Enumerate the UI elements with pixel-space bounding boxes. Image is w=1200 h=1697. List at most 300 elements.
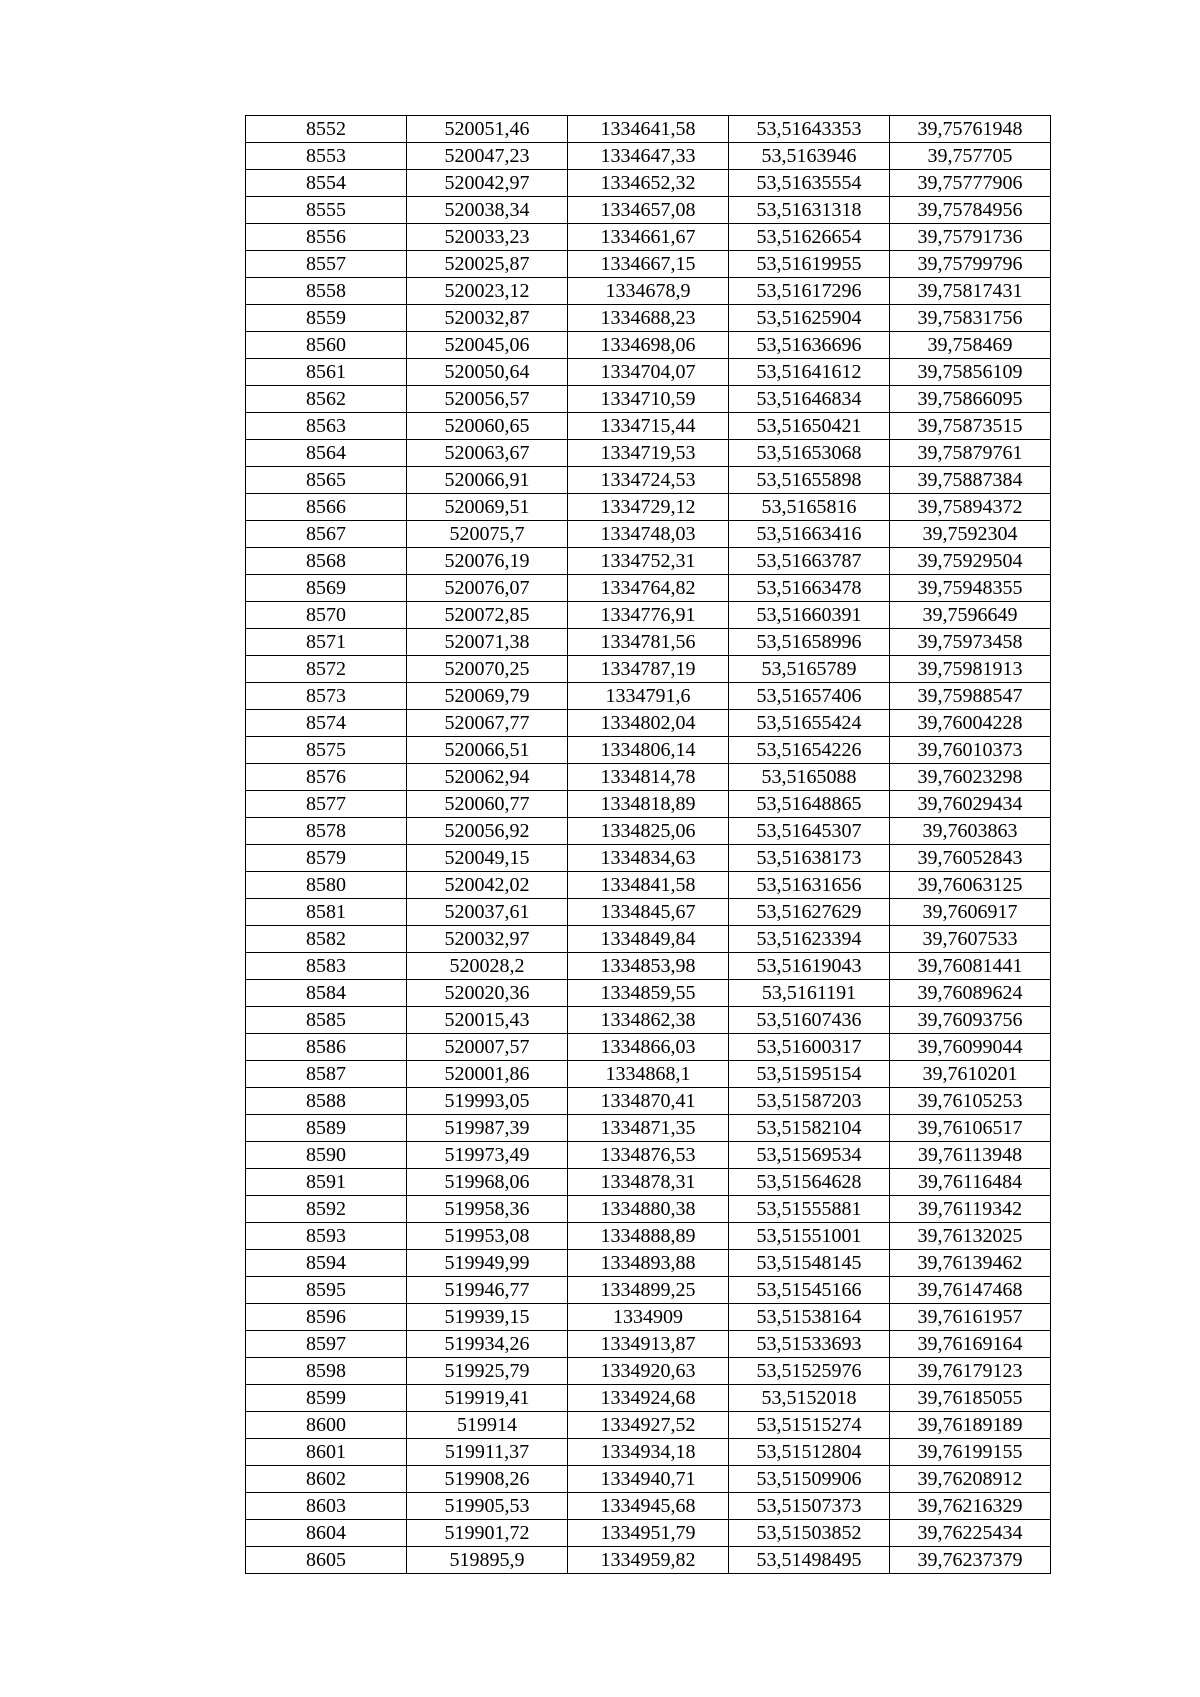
table-row xyxy=(246,224,1051,251)
point-number-cell: 8577 xyxy=(246,791,407,818)
y-coordinate-cell: 1334764,82 xyxy=(568,575,729,602)
x-coordinate-cell: 520020,36 xyxy=(407,980,568,1007)
x-coordinate-cell: 520072,85 xyxy=(407,602,568,629)
table-row xyxy=(246,116,1051,143)
latitude-cell: 53,51627629 xyxy=(729,899,890,926)
longitude-cell: 39,76099044 xyxy=(890,1034,1051,1061)
point-number-cell: 8583 xyxy=(246,953,407,980)
table-row xyxy=(246,1304,1051,1331)
y-coordinate-cell: 1334657,08 xyxy=(568,197,729,224)
y-coordinate-cell: 1334715,44 xyxy=(568,413,729,440)
x-coordinate-cell: 519914 xyxy=(407,1412,568,1439)
y-coordinate-cell: 1334862,38 xyxy=(568,1007,729,1034)
y-coordinate-cell: 1334748,03 xyxy=(568,521,729,548)
point-number-cell: 8589 xyxy=(246,1115,407,1142)
longitude-cell: 39,76208912 xyxy=(890,1466,1051,1493)
y-coordinate-cell: 1334667,15 xyxy=(568,251,729,278)
point-number-cell: 8598 xyxy=(246,1358,407,1385)
latitude-cell: 53,51538164 xyxy=(729,1304,890,1331)
y-coordinate-cell: 1334814,78 xyxy=(568,764,729,791)
x-coordinate-cell: 519895,9 xyxy=(407,1547,568,1574)
x-coordinate-cell: 519905,53 xyxy=(407,1493,568,1520)
point-number-cell: 8580 xyxy=(246,872,407,899)
latitude-cell: 53,51582104 xyxy=(729,1115,890,1142)
longitude-cell: 39,75894372 xyxy=(890,494,1051,521)
longitude-cell: 39,76179123 xyxy=(890,1358,1051,1385)
x-coordinate-cell: 520050,64 xyxy=(407,359,568,386)
y-coordinate-cell: 1334880,38 xyxy=(568,1196,729,1223)
table-row xyxy=(246,1223,1051,1250)
y-coordinate-cell: 1334729,12 xyxy=(568,494,729,521)
y-coordinate-cell: 1334841,58 xyxy=(568,872,729,899)
y-coordinate-cell: 1334825,06 xyxy=(568,818,729,845)
longitude-cell: 39,75866095 xyxy=(890,386,1051,413)
table-row xyxy=(246,980,1051,1007)
point-number-cell: 8581 xyxy=(246,899,407,926)
point-number-cell: 8559 xyxy=(246,305,407,332)
x-coordinate-cell: 520056,92 xyxy=(407,818,568,845)
point-number-cell: 8590 xyxy=(246,1142,407,1169)
x-coordinate-cell: 520042,02 xyxy=(407,872,568,899)
point-number-cell: 8553 xyxy=(246,143,407,170)
x-coordinate-cell: 520037,61 xyxy=(407,899,568,926)
longitude-cell: 39,76029434 xyxy=(890,791,1051,818)
table-row xyxy=(246,359,1051,386)
point-number-cell: 8562 xyxy=(246,386,407,413)
longitude-cell: 39,76113948 xyxy=(890,1142,1051,1169)
latitude-cell: 53,51498495 xyxy=(729,1547,890,1574)
longitude-cell: 39,7592304 xyxy=(890,521,1051,548)
table-row xyxy=(246,1007,1051,1034)
table-row xyxy=(246,1412,1051,1439)
table-row xyxy=(246,872,1051,899)
longitude-cell: 39,76105253 xyxy=(890,1088,1051,1115)
point-number-cell: 8602 xyxy=(246,1466,407,1493)
longitude-cell: 39,75831756 xyxy=(890,305,1051,332)
table-row xyxy=(246,494,1051,521)
point-number-cell: 8603 xyxy=(246,1493,407,1520)
point-number-cell: 8600 xyxy=(246,1412,407,1439)
y-coordinate-cell: 1334776,91 xyxy=(568,602,729,629)
longitude-cell: 39,7603863 xyxy=(890,818,1051,845)
point-number-cell: 8592 xyxy=(246,1196,407,1223)
longitude-cell: 39,76063125 xyxy=(890,872,1051,899)
table-row xyxy=(246,251,1051,278)
table-row xyxy=(246,953,1051,980)
x-coordinate-cell: 520028,2 xyxy=(407,953,568,980)
x-coordinate-cell: 519987,39 xyxy=(407,1115,568,1142)
longitude-cell: 39,76237379 xyxy=(890,1547,1051,1574)
x-coordinate-cell: 520032,87 xyxy=(407,305,568,332)
longitude-cell: 39,76106517 xyxy=(890,1115,1051,1142)
latitude-cell: 53,51663416 xyxy=(729,521,890,548)
coordinates-table-body xyxy=(246,116,1051,1574)
longitude-cell: 39,7596649 xyxy=(890,602,1051,629)
y-coordinate-cell: 1334934,18 xyxy=(568,1439,729,1466)
longitude-cell: 39,76189189 xyxy=(890,1412,1051,1439)
x-coordinate-cell: 520070,25 xyxy=(407,656,568,683)
latitude-cell: 53,51626654 xyxy=(729,224,890,251)
latitude-cell: 53,51648865 xyxy=(729,791,890,818)
latitude-cell: 53,51631318 xyxy=(729,197,890,224)
table-row xyxy=(246,1520,1051,1547)
table-row xyxy=(246,1466,1051,1493)
longitude-cell: 39,75973458 xyxy=(890,629,1051,656)
point-number-cell: 8596 xyxy=(246,1304,407,1331)
longitude-cell: 39,76081441 xyxy=(890,953,1051,980)
latitude-cell: 53,51512804 xyxy=(729,1439,890,1466)
point-number-cell: 8599 xyxy=(246,1385,407,1412)
table-row xyxy=(246,602,1051,629)
table-row xyxy=(246,926,1051,953)
y-coordinate-cell: 1334704,07 xyxy=(568,359,729,386)
longitude-cell: 39,75929504 xyxy=(890,548,1051,575)
x-coordinate-cell: 520049,15 xyxy=(407,845,568,872)
table-row xyxy=(246,1331,1051,1358)
point-number-cell: 8595 xyxy=(246,1277,407,1304)
point-number-cell: 8579 xyxy=(246,845,407,872)
x-coordinate-cell: 519939,15 xyxy=(407,1304,568,1331)
point-number-cell: 8574 xyxy=(246,710,407,737)
x-coordinate-cell: 520066,51 xyxy=(407,737,568,764)
table-row xyxy=(246,386,1051,413)
x-coordinate-cell: 520069,79 xyxy=(407,683,568,710)
longitude-cell: 39,76116484 xyxy=(890,1169,1051,1196)
y-coordinate-cell: 1334806,14 xyxy=(568,737,729,764)
longitude-cell: 39,76216329 xyxy=(890,1493,1051,1520)
x-coordinate-cell: 520025,87 xyxy=(407,251,568,278)
y-coordinate-cell: 1334888,89 xyxy=(568,1223,729,1250)
x-coordinate-cell: 519901,72 xyxy=(407,1520,568,1547)
latitude-cell: 53,51653068 xyxy=(729,440,890,467)
point-number-cell: 8571 xyxy=(246,629,407,656)
table-row xyxy=(246,791,1051,818)
y-coordinate-cell: 1334924,68 xyxy=(568,1385,729,1412)
x-coordinate-cell: 520062,94 xyxy=(407,764,568,791)
longitude-cell: 39,75761948 xyxy=(890,116,1051,143)
x-coordinate-cell: 519993,05 xyxy=(407,1088,568,1115)
table-row xyxy=(246,1547,1051,1574)
coordinates-table xyxy=(245,115,1051,1574)
y-coordinate-cell: 1334876,53 xyxy=(568,1142,729,1169)
latitude-cell: 53,51595154 xyxy=(729,1061,890,1088)
table-row xyxy=(246,683,1051,710)
longitude-cell: 39,75879761 xyxy=(890,440,1051,467)
point-number-cell: 8568 xyxy=(246,548,407,575)
table-row xyxy=(246,1088,1051,1115)
x-coordinate-cell: 519953,08 xyxy=(407,1223,568,1250)
table-row xyxy=(246,1169,1051,1196)
point-number-cell: 8565 xyxy=(246,467,407,494)
longitude-cell: 39,758469 xyxy=(890,332,1051,359)
y-coordinate-cell: 1334647,33 xyxy=(568,143,729,170)
table-row xyxy=(246,440,1051,467)
x-coordinate-cell: 520075,7 xyxy=(407,521,568,548)
table-row xyxy=(246,521,1051,548)
latitude-cell: 53,5161191 xyxy=(729,980,890,1007)
x-coordinate-cell: 520047,23 xyxy=(407,143,568,170)
latitude-cell: 53,51663787 xyxy=(729,548,890,575)
longitude-cell: 39,7606917 xyxy=(890,899,1051,926)
point-number-cell: 8582 xyxy=(246,926,407,953)
longitude-cell: 39,75981913 xyxy=(890,656,1051,683)
y-coordinate-cell: 1334849,84 xyxy=(568,926,729,953)
y-coordinate-cell: 1334791,6 xyxy=(568,683,729,710)
longitude-cell: 39,7607533 xyxy=(890,926,1051,953)
table-row xyxy=(246,845,1051,872)
y-coordinate-cell: 1334834,63 xyxy=(568,845,729,872)
latitude-cell: 53,51555881 xyxy=(729,1196,890,1223)
x-coordinate-cell: 519934,26 xyxy=(407,1331,568,1358)
point-number-cell: 8575 xyxy=(246,737,407,764)
table-row xyxy=(246,1385,1051,1412)
latitude-cell: 53,51636696 xyxy=(729,332,890,359)
table-row xyxy=(246,656,1051,683)
point-number-cell: 8605 xyxy=(246,1547,407,1574)
table-row xyxy=(246,413,1051,440)
latitude-cell: 53,51545166 xyxy=(729,1277,890,1304)
longitude-cell: 39,7610201 xyxy=(890,1061,1051,1088)
table-row xyxy=(246,764,1051,791)
point-number-cell: 8555 xyxy=(246,197,407,224)
latitude-cell: 53,51503852 xyxy=(729,1520,890,1547)
table-row xyxy=(246,1493,1051,1520)
latitude-cell: 53,51617296 xyxy=(729,278,890,305)
point-number-cell: 8573 xyxy=(246,683,407,710)
x-coordinate-cell: 520033,23 xyxy=(407,224,568,251)
longitude-cell: 39,76225434 xyxy=(890,1520,1051,1547)
latitude-cell: 53,51635554 xyxy=(729,170,890,197)
longitude-cell: 39,75856109 xyxy=(890,359,1051,386)
y-coordinate-cell: 1334724,53 xyxy=(568,467,729,494)
x-coordinate-cell: 519968,06 xyxy=(407,1169,568,1196)
longitude-cell: 39,76139462 xyxy=(890,1250,1051,1277)
x-coordinate-cell: 520076,07 xyxy=(407,575,568,602)
latitude-cell: 53,51515274 xyxy=(729,1412,890,1439)
x-coordinate-cell: 519908,26 xyxy=(407,1466,568,1493)
table-row xyxy=(246,143,1051,170)
latitude-cell: 53,51631656 xyxy=(729,872,890,899)
y-coordinate-cell: 1334752,31 xyxy=(568,548,729,575)
y-coordinate-cell: 1334870,41 xyxy=(568,1088,729,1115)
y-coordinate-cell: 1334868,1 xyxy=(568,1061,729,1088)
table-row xyxy=(246,710,1051,737)
latitude-cell: 53,51645307 xyxy=(729,818,890,845)
x-coordinate-cell: 519925,79 xyxy=(407,1358,568,1385)
latitude-cell: 53,5165789 xyxy=(729,656,890,683)
x-coordinate-cell: 520023,12 xyxy=(407,278,568,305)
y-coordinate-cell: 1334719,53 xyxy=(568,440,729,467)
point-number-cell: 8564 xyxy=(246,440,407,467)
latitude-cell: 53,51619955 xyxy=(729,251,890,278)
latitude-cell: 53,51643353 xyxy=(729,116,890,143)
longitude-cell: 39,76089624 xyxy=(890,980,1051,1007)
x-coordinate-cell: 520032,97 xyxy=(407,926,568,953)
x-coordinate-cell: 519949,99 xyxy=(407,1250,568,1277)
point-number-cell: 8561 xyxy=(246,359,407,386)
y-coordinate-cell: 1334853,98 xyxy=(568,953,729,980)
latitude-cell: 53,51569534 xyxy=(729,1142,890,1169)
longitude-cell: 39,75873515 xyxy=(890,413,1051,440)
point-number-cell: 8585 xyxy=(246,1007,407,1034)
table-row xyxy=(246,1115,1051,1142)
point-number-cell: 8584 xyxy=(246,980,407,1007)
y-coordinate-cell: 1334909 xyxy=(568,1304,729,1331)
longitude-cell: 39,76161957 xyxy=(890,1304,1051,1331)
latitude-cell: 53,51655424 xyxy=(729,710,890,737)
table-row xyxy=(246,305,1051,332)
x-coordinate-cell: 519946,77 xyxy=(407,1277,568,1304)
y-coordinate-cell: 1334781,56 xyxy=(568,629,729,656)
point-number-cell: 8563 xyxy=(246,413,407,440)
latitude-cell: 53,51548145 xyxy=(729,1250,890,1277)
latitude-cell: 53,51623394 xyxy=(729,926,890,953)
latitude-cell: 53,5152018 xyxy=(729,1385,890,1412)
point-number-cell: 8597 xyxy=(246,1331,407,1358)
point-number-cell: 8569 xyxy=(246,575,407,602)
table-row xyxy=(246,575,1051,602)
longitude-cell: 39,75817431 xyxy=(890,278,1051,305)
longitude-cell: 39,76052843 xyxy=(890,845,1051,872)
table-row xyxy=(246,1034,1051,1061)
x-coordinate-cell: 520045,06 xyxy=(407,332,568,359)
latitude-cell: 53,51657406 xyxy=(729,683,890,710)
point-number-cell: 8576 xyxy=(246,764,407,791)
table-row xyxy=(246,1196,1051,1223)
table-row xyxy=(246,170,1051,197)
latitude-cell: 53,51646834 xyxy=(729,386,890,413)
y-coordinate-cell: 1334802,04 xyxy=(568,710,729,737)
table-row xyxy=(246,1439,1051,1466)
y-coordinate-cell: 1334871,35 xyxy=(568,1115,729,1142)
longitude-cell: 39,75784956 xyxy=(890,197,1051,224)
longitude-cell: 39,76199155 xyxy=(890,1439,1051,1466)
point-number-cell: 8567 xyxy=(246,521,407,548)
point-number-cell: 8554 xyxy=(246,170,407,197)
point-number-cell: 8557 xyxy=(246,251,407,278)
table-row xyxy=(246,1358,1051,1385)
point-number-cell: 8578 xyxy=(246,818,407,845)
x-coordinate-cell: 519973,49 xyxy=(407,1142,568,1169)
x-coordinate-cell: 520051,46 xyxy=(407,116,568,143)
y-coordinate-cell: 1334893,88 xyxy=(568,1250,729,1277)
latitude-cell: 53,51641612 xyxy=(729,359,890,386)
latitude-cell: 53,5163946 xyxy=(729,143,890,170)
y-coordinate-cell: 1334698,06 xyxy=(568,332,729,359)
latitude-cell: 53,51654226 xyxy=(729,737,890,764)
table-row xyxy=(246,197,1051,224)
y-coordinate-cell: 1334899,25 xyxy=(568,1277,729,1304)
x-coordinate-cell: 520001,86 xyxy=(407,1061,568,1088)
latitude-cell: 53,51509906 xyxy=(729,1466,890,1493)
longitude-cell: 39,76169164 xyxy=(890,1331,1051,1358)
point-number-cell: 8570 xyxy=(246,602,407,629)
y-coordinate-cell: 1334951,79 xyxy=(568,1520,729,1547)
longitude-cell: 39,76147468 xyxy=(890,1277,1051,1304)
longitude-cell: 39,75948355 xyxy=(890,575,1051,602)
y-coordinate-cell: 1334787,19 xyxy=(568,656,729,683)
latitude-cell: 53,51658996 xyxy=(729,629,890,656)
longitude-cell: 39,76023298 xyxy=(890,764,1051,791)
longitude-cell: 39,75887384 xyxy=(890,467,1051,494)
longitude-cell: 39,757705 xyxy=(890,143,1051,170)
point-number-cell: 8558 xyxy=(246,278,407,305)
y-coordinate-cell: 1334878,31 xyxy=(568,1169,729,1196)
point-number-cell: 8601 xyxy=(246,1439,407,1466)
point-number-cell: 8593 xyxy=(246,1223,407,1250)
latitude-cell: 53,51600317 xyxy=(729,1034,890,1061)
x-coordinate-cell: 520038,34 xyxy=(407,197,568,224)
x-coordinate-cell: 519919,41 xyxy=(407,1385,568,1412)
table-row xyxy=(246,548,1051,575)
y-coordinate-cell: 1334661,67 xyxy=(568,224,729,251)
point-number-cell: 8591 xyxy=(246,1169,407,1196)
longitude-cell: 39,76093756 xyxy=(890,1007,1051,1034)
y-coordinate-cell: 1334959,82 xyxy=(568,1547,729,1574)
x-coordinate-cell: 520076,19 xyxy=(407,548,568,575)
point-number-cell: 8594 xyxy=(246,1250,407,1277)
table-row xyxy=(246,899,1051,926)
y-coordinate-cell: 1334845,67 xyxy=(568,899,729,926)
point-number-cell: 8587 xyxy=(246,1061,407,1088)
table-row xyxy=(246,467,1051,494)
point-number-cell: 8566 xyxy=(246,494,407,521)
y-coordinate-cell: 1334678,9 xyxy=(568,278,729,305)
point-number-cell: 8572 xyxy=(246,656,407,683)
y-coordinate-cell: 1334913,87 xyxy=(568,1331,729,1358)
x-coordinate-cell: 520015,43 xyxy=(407,1007,568,1034)
x-coordinate-cell: 520060,77 xyxy=(407,791,568,818)
latitude-cell: 53,5165816 xyxy=(729,494,890,521)
x-coordinate-cell: 520056,57 xyxy=(407,386,568,413)
latitude-cell: 53,51564628 xyxy=(729,1169,890,1196)
longitude-cell: 39,75777906 xyxy=(890,170,1051,197)
x-coordinate-cell: 520007,57 xyxy=(407,1034,568,1061)
latitude-cell: 53,51507373 xyxy=(729,1493,890,1520)
x-coordinate-cell: 520071,38 xyxy=(407,629,568,656)
x-coordinate-cell: 520060,65 xyxy=(407,413,568,440)
latitude-cell: 53,51533693 xyxy=(729,1331,890,1358)
x-coordinate-cell: 520069,51 xyxy=(407,494,568,521)
x-coordinate-cell: 520042,97 xyxy=(407,170,568,197)
table-row xyxy=(246,629,1051,656)
latitude-cell: 53,51660391 xyxy=(729,602,890,629)
x-coordinate-cell: 519958,36 xyxy=(407,1196,568,1223)
longitude-cell: 39,75791736 xyxy=(890,224,1051,251)
table-row xyxy=(246,818,1051,845)
point-number-cell: 8588 xyxy=(246,1088,407,1115)
latitude-cell: 53,51625904 xyxy=(729,305,890,332)
y-coordinate-cell: 1334866,03 xyxy=(568,1034,729,1061)
point-number-cell: 8552 xyxy=(246,116,407,143)
longitude-cell: 39,76119342 xyxy=(890,1196,1051,1223)
latitude-cell: 53,51607436 xyxy=(729,1007,890,1034)
y-coordinate-cell: 1334652,32 xyxy=(568,170,729,197)
latitude-cell: 53,51587203 xyxy=(729,1088,890,1115)
y-coordinate-cell: 1334945,68 xyxy=(568,1493,729,1520)
x-coordinate-cell: 519911,37 xyxy=(407,1439,568,1466)
longitude-cell: 39,76004228 xyxy=(890,710,1051,737)
table-row xyxy=(246,737,1051,764)
point-number-cell: 8604 xyxy=(246,1520,407,1547)
x-coordinate-cell: 520063,67 xyxy=(407,440,568,467)
y-coordinate-cell: 1334688,23 xyxy=(568,305,729,332)
table-row xyxy=(246,278,1051,305)
point-number-cell: 8586 xyxy=(246,1034,407,1061)
latitude-cell: 53,51650421 xyxy=(729,413,890,440)
point-number-cell: 8560 xyxy=(246,332,407,359)
y-coordinate-cell: 1334940,71 xyxy=(568,1466,729,1493)
